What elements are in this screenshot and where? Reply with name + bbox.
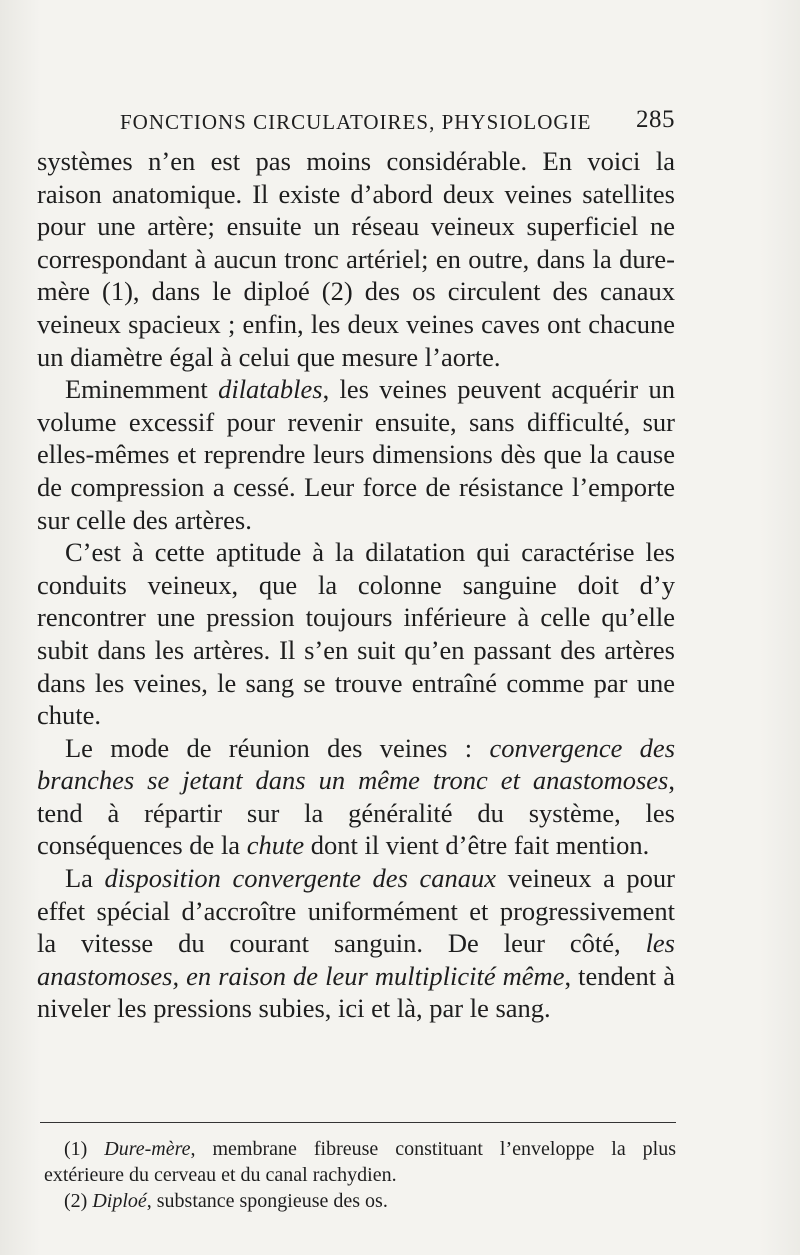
footnote-2-term: Diploé <box>92 1190 147 1212</box>
paragraph-4-text-b: , tend à répartir sur la généralité du système, les conséquences de la <box>37 765 675 861</box>
paragraph-5-emphasis-a: disposition convergente des canaux <box>104 863 496 894</box>
paragraph-5-text-c: , tendent à niveler les pressions subies, ici et là, par le sang. <box>37 960 675 1024</box>
paragraph-5-text-a: La <box>65 863 105 894</box>
footnote-1 <box>44 1136 676 1188</box>
footnote-2 <box>44 1188 676 1214</box>
page-header <box>120 104 675 138</box>
paragraph-5-text-b: veineux a pour effet spécial d’accroître uniformément et progressivement la vitesse du courant sanguin. De leur côté, <box>37 863 675 959</box>
paragraph-1 <box>37 145 675 373</box>
paragraph-4-text-a: Le mode de réunion des veines : <box>65 732 490 763</box>
paragraph-3-text: C’est à cette aptitude à la dilatation qui caractérise les conduits veineux, que la colonne sanguine doit d’y rencontrer une pression toujours inférieure à celle qu’elle subit dans les artères. Il s’en suit qu’en passant des artères dans les veines, le sang se trouve entraîné comme par une chute. <box>37 537 675 731</box>
running-title: FONCTIONS CIRCULATOIRES, PHYSIOLOGIE <box>120 110 592 134</box>
body-text <box>37 145 675 1025</box>
paragraph-5 <box>37 862 675 1025</box>
paragraph-5-emphasis-b: les anastomoses, en raison de leur multiplicité même <box>37 928 675 991</box>
paragraph-4 <box>37 732 675 862</box>
footnote-1-text: , membrane fibreuse constituant l’enveloppe la plus extérieure du cerveau et du canal rachydien. <box>44 1138 676 1186</box>
paragraph-4-text-c: dont il vient d’être fait mention. <box>304 830 650 861</box>
page-number: 285 <box>636 106 675 133</box>
paragraph-2-emphasis: dilatables <box>218 374 323 405</box>
paragraph-1-text: systèmes n’en est pas moins considérable. En voici la raison anatomique. Il existe d’abord deux veines satellites pour une artère; ensuite un réseau veineux superficiel ne correspondant à aucun tronc artériel; en outre, dans la dure-mère (1), dans le diploé (2) des os circulent des canaux veineux spacieux ; enfin, les deux veines caves ont chacune un diamètre égal à celui que mesure l’aorte. <box>37 146 675 372</box>
footnote-1-mark: (1) <box>64 1138 105 1160</box>
footnote-1-term: Dure-mère <box>104 1138 191 1160</box>
paragraph-4-emphasis-b: chute <box>246 830 305 861</box>
footnote-divider <box>40 1122 676 1123</box>
paragraph-2 <box>37 373 675 536</box>
footnotes <box>44 1136 676 1214</box>
paragraph-2-text-a: Eminemment <box>65 374 219 405</box>
paragraph-2-text-b: , les veines peuvent acquérir un volume excessif pour revenir ensuite, sans difficulté, sur elles-mêmes et reprendre leurs dimensions dès que la cause de compression a cessé. Leur force de résistance l’emporte sur celle des artères. <box>37 374 676 535</box>
paragraph-3 <box>37 536 675 732</box>
footnote-2-mark: (2) <box>64 1190 93 1212</box>
paragraph-4-emphasis-a: convergence des branches se jetant dans un même tronc et anastomoses <box>37 732 676 796</box>
footnote-2-text: , substance spongieuse des os. <box>146 1190 388 1212</box>
